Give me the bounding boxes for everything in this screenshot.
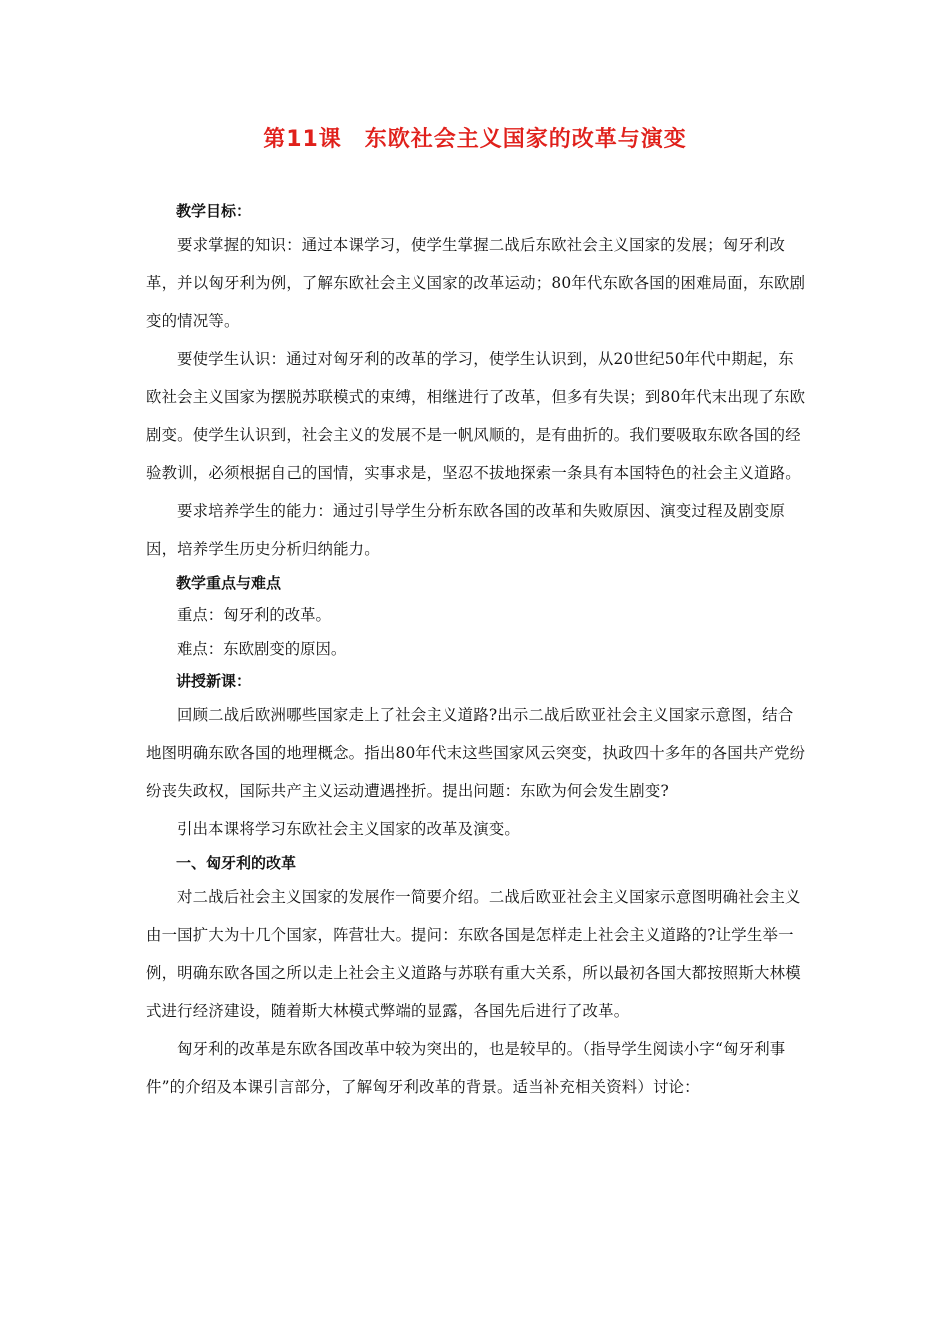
lesson-title: 第11课 东欧社会主义国家的改革与演变	[263, 127, 687, 152]
teaching-goals-heading: 教学目标：	[176, 202, 252, 220]
intro-paragraph: 引出本课将学习东欧社会主义国家的改革及演变。	[177, 820, 520, 838]
awareness-goal-paragraph: 要使学生认识：通过对匈牙利的改革的学习，使学生认识到，从20世纪50年代中期起，东欧社会主义国家为摆脱苏联模式的束缚，相继进行了改革，但多有失误；到80年代末出现了东欧剧变。使学生认识到，社会主义的发展不是一帆风顺的，是有曲折的。我们要吸取东欧各国的经验教训，必须根据自己的国情，实事求是，坚忍不拔地探索一条具有本国特色的社会主义道路。	[146, 350, 806, 482]
section-hungary-heading: 一、匈牙利的改革	[176, 854, 297, 872]
document-body	[146, 196, 806, 1106]
socialist-development-paragraph: 对二战后社会主义国家的发展作一简要介绍。二战后欧亚社会主义国家示意图明确社会主义由一国扩大为十几个国家，阵营壮大。提问：东欧各国是怎样走上社会主义道路的?让学生举一例，明确东欧各国之所以走上社会主义道路与苏联有重大关系，所以最初各国大都按照斯大林模式进行经济建设，随着斯大林模式弊端的显露，各国先后进行了改革。	[146, 888, 801, 1020]
hungary-reform-paragraph: 匈牙利的改革是东欧各国改革中较为突出的，也是较早的。（指导学生阅读小字“匈牙利事件”的介绍及本课引言部分，了解匈牙利改革的背景。适当补充相关资料）讨论：	[146, 1040, 786, 1096]
ability-goal-paragraph: 要求培养学生的能力：通过引导学生分析东欧各国的改革和失败原因、演变过程及剧变原因，培养学生历史分析归纳能力。	[146, 502, 786, 558]
focus-point: 重点：匈牙利的改革。	[177, 606, 331, 624]
difficulty-point: 难点：东欧剧变的原因。	[177, 640, 347, 658]
key-points-heading: 教学重点与难点	[176, 574, 282, 592]
knowledge-goal-paragraph: 要求掌握的知识：通过本课学习，使学生掌握二战后东欧社会主义国家的发展；匈牙利改革，并以匈牙利为例，了解东欧社会主义国家的改革运动；80年代东欧各国的困难局面，东欧剧变的情况等。	[146, 236, 806, 330]
review-paragraph: 回顾二战后欧洲哪些国家走上了社会主义道路?出示二战后欧亚社会主义国家示意图，结合地图明确东欧各国的地理概念。指出80年代末这些国家风云突变，执政四十多年的各国共产党纷纷丧失政权，国际共产主义运动遭遇挫折。提出问题：东欧为何会发生剧变?	[146, 706, 806, 800]
new-lesson-heading: 讲授新课：	[176, 672, 252, 690]
